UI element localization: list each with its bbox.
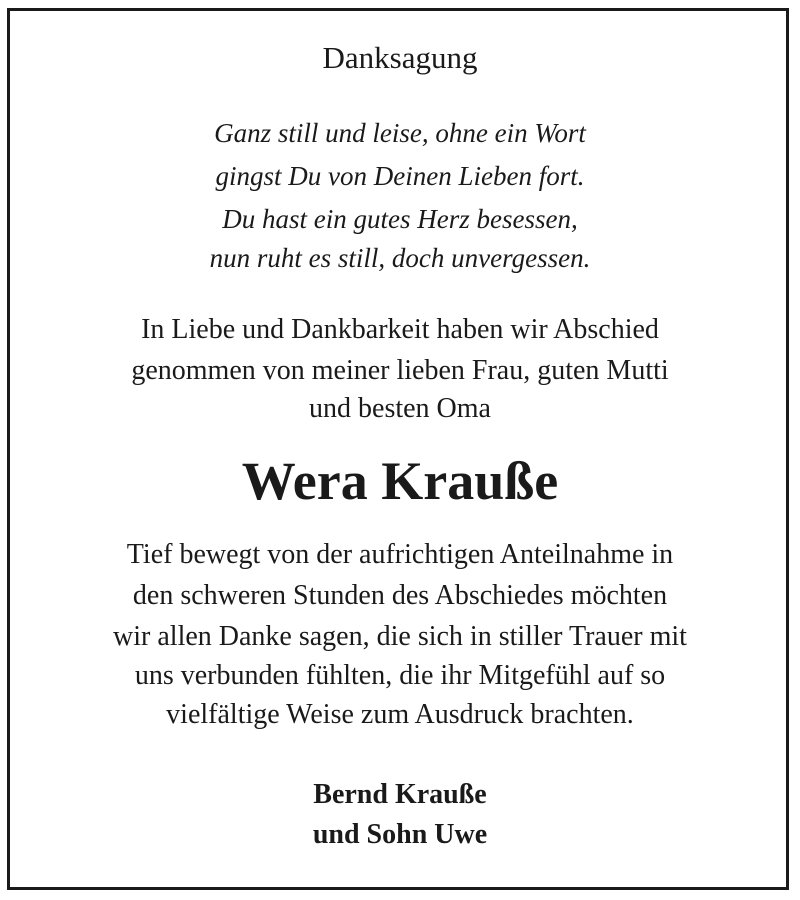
intro-line: genommen von meiner lieben Frau, guten Mutti xyxy=(131,355,669,386)
intro-line: In Liebe und Dankbarkeit haben wir Abschied xyxy=(141,314,659,345)
signature-line: Bernd Krauße xyxy=(313,779,487,810)
intro-line: und besten Oma xyxy=(309,393,491,424)
notice-heading: Danksagung xyxy=(322,40,478,75)
poem-line: Du hast ein gutes Herz besessen, xyxy=(222,204,578,234)
poem-line: gingst Du von Deinen Lieben fort. xyxy=(215,161,585,191)
thanks-line: den schweren Stunden des Abschiedes möchten xyxy=(132,580,668,611)
thanks-line: vielfältige Weise zum Ausdruck brachten. xyxy=(166,699,634,730)
signature-line: und Sohn Uwe xyxy=(312,819,488,850)
poem-line: Ganz still und leise, ohne ein Wort xyxy=(214,118,586,148)
poem-line: nun ruht es still, doch unvergessen. xyxy=(209,243,591,273)
thanks-line: uns verbunden fühlten, die ihr Mitgefühl auf so xyxy=(134,660,666,691)
thanks-line: wir allen Danke sagen, die sich in stiller Trauer mit xyxy=(113,621,687,652)
thanks-line: Tief bewegt von der aufrichtigen Anteilnahme in xyxy=(126,539,674,570)
deceased-name: Wera Krauße xyxy=(241,451,559,511)
